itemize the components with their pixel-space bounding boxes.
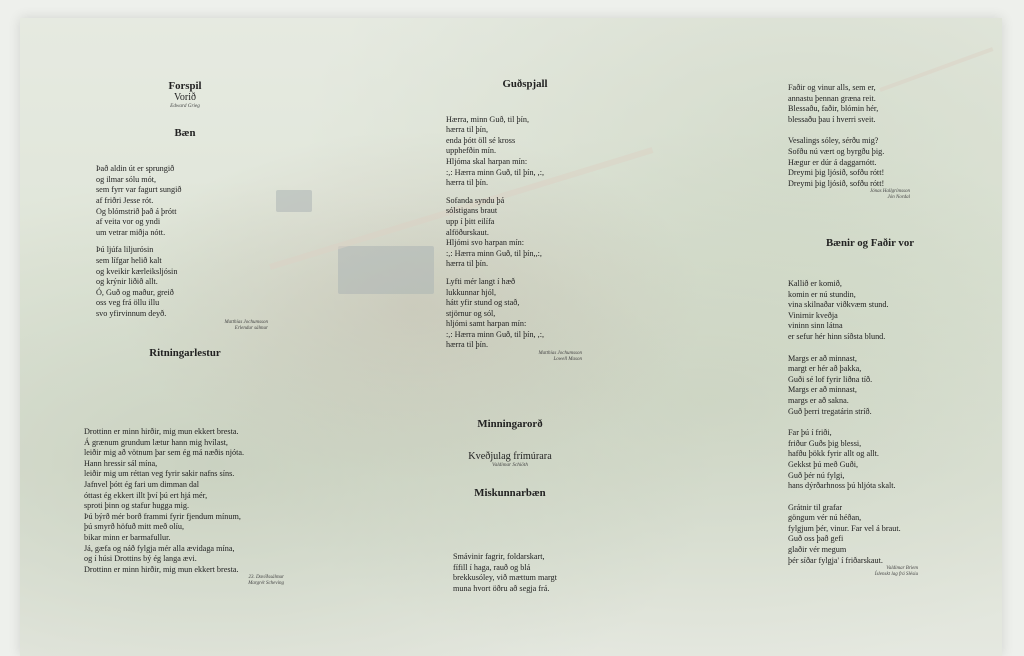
baenir-text xyxy=(788,279,948,578)
verse-line: um vetrar miðja nótt. xyxy=(96,227,166,237)
verse-line: margt er hér að þakka, xyxy=(788,364,862,374)
ritning-text xyxy=(84,427,284,587)
verse-line: sem fyrr var fagurt sungið xyxy=(96,185,182,195)
reading-line: og í húsi Drottins bý ég langa ævi. xyxy=(84,554,197,564)
verse-line: :,: Hærra minn Guð, til þín, ,:, xyxy=(446,329,545,339)
verse-line: er sefur hér hinn síðsta blund. xyxy=(788,331,886,341)
stanza xyxy=(788,354,948,418)
reading-line: þú smyrð höfuð mitt með olíu, xyxy=(84,522,185,532)
reading-line: Hann hressir sál mína, xyxy=(84,458,158,468)
minning-title: Minningarorð xyxy=(477,418,543,430)
verse-line: hljómi samt harpan mín: xyxy=(446,319,527,329)
verse-line: hærra til þín. xyxy=(446,178,489,188)
ritning-source: 23. Davíðssálmur xyxy=(248,575,284,581)
verse-line: Vesalings sóley, sérðu mig? xyxy=(788,136,879,146)
forspil-title: Forspil xyxy=(168,80,202,92)
baen-text xyxy=(80,164,290,331)
verse-line: hærra til þín. xyxy=(446,340,489,350)
gudspjall-title: Guðspjall xyxy=(502,78,548,90)
verse-line: Faðir og vinur alls, sem er, xyxy=(788,83,876,92)
baen-composer: Erlendur sálmur xyxy=(234,325,268,331)
verse-line: hans dýrðarhnoss þú hljóta skalt. xyxy=(788,481,896,491)
verse-line: sólstigans braut xyxy=(446,206,498,216)
left-column xyxy=(80,81,290,358)
ritning-reader: Margrét Scheving xyxy=(248,581,284,587)
ritning-title: Ritningarlestur xyxy=(149,346,221,359)
reading-line: Drottinn er minn hirðir, mig mun ekkert bresta. xyxy=(84,427,239,436)
reading-line: Þú býrð mér borð frammi fyrir fjendum mínum, xyxy=(84,511,241,521)
verse-line: Kallið er komið, xyxy=(788,279,842,288)
verse-line: enda þótt öll sé kross xyxy=(446,135,516,145)
stanza xyxy=(96,245,290,319)
baen-title: Bæn xyxy=(174,126,196,139)
stanza xyxy=(788,83,948,125)
gudspjall-author: Matthías Jochumsson xyxy=(538,351,582,357)
reading-line: bikar minn er barmafullur. xyxy=(84,532,171,542)
forspil-composer: Edward Grieg xyxy=(170,102,200,109)
verse-line: Og blómstrið það á þrótt xyxy=(96,206,177,216)
verse-line: hærra til þín. xyxy=(446,259,489,269)
middle-column xyxy=(440,79,610,363)
verse-line: fylgjum þér, vinur. Far vel á braut. xyxy=(788,523,901,533)
baenir-composer: Íslenskt lag frá Slésiu xyxy=(874,572,918,578)
fadir-author: Jónas Hallgrímsson xyxy=(869,189,910,195)
verse-line: hátt yfir stund og stað, xyxy=(446,298,520,308)
verse-line: muna hvort öðru að segja frá. xyxy=(453,583,550,593)
gudspjall-text xyxy=(440,115,610,363)
verse-line: sem lífgar helið kalt xyxy=(96,255,162,265)
reading-line: sproti þinn og stafur hugga mig. xyxy=(84,501,190,511)
fadir-composer: Jón Nordal xyxy=(887,195,910,201)
verse-line: Hærra, minn Guð, til þín, xyxy=(446,114,530,124)
verse-line: af friðri Jesse rót. xyxy=(96,195,154,205)
verse-line: svo yfirvinnum deyð. xyxy=(96,308,167,318)
baen-author: Matthías Jochumsson xyxy=(224,319,268,325)
verse-line: Það aldin út er sprungið xyxy=(96,164,175,174)
verse-line: Blessaðu, faðir, blómin hér, xyxy=(788,104,879,114)
verse-line: Guð þér nú fylgi, xyxy=(788,470,845,480)
verse-line: stjörnur og sól, xyxy=(446,308,496,318)
verse-line: hafðu þökk fyrir allt og allt. xyxy=(788,449,879,459)
stanza xyxy=(446,115,610,189)
verse-line: oss veg frá öllu illu xyxy=(96,298,160,308)
verse-line: Far þú í friði, xyxy=(788,428,832,438)
verse-line: Vinirnir kveðja xyxy=(788,310,838,320)
verse-line: og ilmar sólu mót, xyxy=(96,174,157,184)
stanza xyxy=(446,196,610,270)
reading-line: Já, gæfa og náð fylgja mér alla ævidaga mína, xyxy=(84,543,235,553)
verse-line: Hljóma skal harpan mín: xyxy=(446,156,528,166)
verse-line: Guð oss það gefi xyxy=(788,534,844,544)
verse-line: komin er nú stundin, xyxy=(788,289,856,299)
verse-line: Sofanda syndu þá xyxy=(446,195,505,205)
verse-line: Ó, Guð og maður, greið xyxy=(96,287,174,297)
verse-line: Hljómi svo harpan mín: xyxy=(446,238,525,248)
reading-line: leiðir mig um réttan veg fyrir sakir nafns síns. xyxy=(84,469,235,479)
verse-line: brekkusóley, við mættum margt xyxy=(453,573,557,583)
verse-line: Þú ljúfa liljurósin xyxy=(96,245,154,255)
reading-line: óttast ég ekkert illt því þú ert hjá mér, xyxy=(84,490,208,500)
verse-line: lukkunnar hjól, xyxy=(446,287,497,297)
gudspjall-composer: Lowell Mason xyxy=(553,357,582,363)
verse-line: Dreymi þig ljósið, sofðu rótt! xyxy=(788,168,885,178)
baenir-title-block xyxy=(780,238,960,249)
verse-line: vininn sinn látna xyxy=(788,321,843,331)
stanza xyxy=(788,279,948,343)
program-sheet xyxy=(20,18,1002,656)
verse-line: glaðir vér megum xyxy=(788,545,847,555)
verse-line: fífill í haga, rauð og blá xyxy=(453,562,531,572)
verse-line: Guði sé lof fyrir liðna tíð. xyxy=(788,374,873,384)
verse-line: göngum vér nú héðan, xyxy=(788,513,862,523)
verse-line: Guð þerri tregatárin stríð. xyxy=(788,406,872,416)
reading-line: Jafnvel þótt ég fari um dimman dal xyxy=(84,479,200,489)
verse-line: Smávinir fagrir, foldarskart, xyxy=(453,552,545,561)
kvedjulag-composer: Valdimar Schiöth xyxy=(492,462,528,469)
miskunn-text xyxy=(453,552,613,594)
verse-line: af veita vor og yndi xyxy=(96,217,161,227)
forspil-subtitle: Vorið xyxy=(173,91,197,103)
verse-line: margs er að sakna. xyxy=(788,395,849,405)
verse-line: annastu þennan græna reit. xyxy=(788,93,876,103)
verse-line: Hægur er dúr á daggarnótt. xyxy=(788,157,877,167)
verse-line: Sofðu nú vært og byrgðu þig. xyxy=(788,146,885,156)
stanza xyxy=(788,503,948,567)
verse-line: Margs er að minnast, xyxy=(788,385,857,395)
verse-line: þér síðar fylgja' í friðarskaut. xyxy=(788,555,883,565)
miskunn-title: Miskunnarbæn xyxy=(474,487,546,500)
verse-line: :,: Hærra minn Guð, til þín, ,:, xyxy=(446,167,545,177)
verse-line: og krýnir liðið allt. xyxy=(96,277,158,287)
verse-line: alföðurskaut. xyxy=(446,227,489,237)
reading-line: leiðir mig að vötnum þar sem ég má næðis njóta. xyxy=(84,448,245,458)
reading-line: Á grænum grundum lætur hann mig hvílast, xyxy=(84,437,228,447)
verse-line: friður Guðs þig blessi, xyxy=(788,438,862,448)
reading-line: Drottinn er minn hirðir, mig mun ekkert bresta. xyxy=(84,564,239,574)
verse-line: upphefðin mín. xyxy=(446,146,497,156)
stanza xyxy=(446,277,610,351)
verse-line: upp í þitt eilífa xyxy=(446,216,495,226)
verse-line: Grátnir til grafar xyxy=(788,502,843,512)
stanza xyxy=(788,428,948,492)
verse-line: hærra til þín, xyxy=(446,125,489,135)
baenir-author: Valdimar Briem xyxy=(886,566,918,572)
verse-line: Lyfti mér langt í hæð xyxy=(446,276,516,286)
verse-line: blessaðu þau í hverri sveit. xyxy=(788,114,876,124)
verse-line: og kveikir kærleiksljósin xyxy=(96,266,178,276)
middle-lower xyxy=(425,419,595,499)
stanza xyxy=(96,164,290,238)
stanza xyxy=(788,136,948,189)
verse-line: :,: Hærra minn Guð, til þín,,:, xyxy=(446,248,542,258)
verse-line: Dreymi þig ljósið, sofðu rótt! xyxy=(788,178,885,188)
verse-line: vina skilnaðar viðkvæm stund. xyxy=(788,300,889,310)
verse-line: Gekkst þú með Guði, xyxy=(788,459,859,469)
verse-line: Margs er að minnast, xyxy=(788,353,857,363)
right-column xyxy=(788,83,948,201)
baenir-title: Bænir og Faðir vor xyxy=(825,237,915,249)
kvedjulag-title: Kveðjulag frímúrara xyxy=(468,450,552,462)
